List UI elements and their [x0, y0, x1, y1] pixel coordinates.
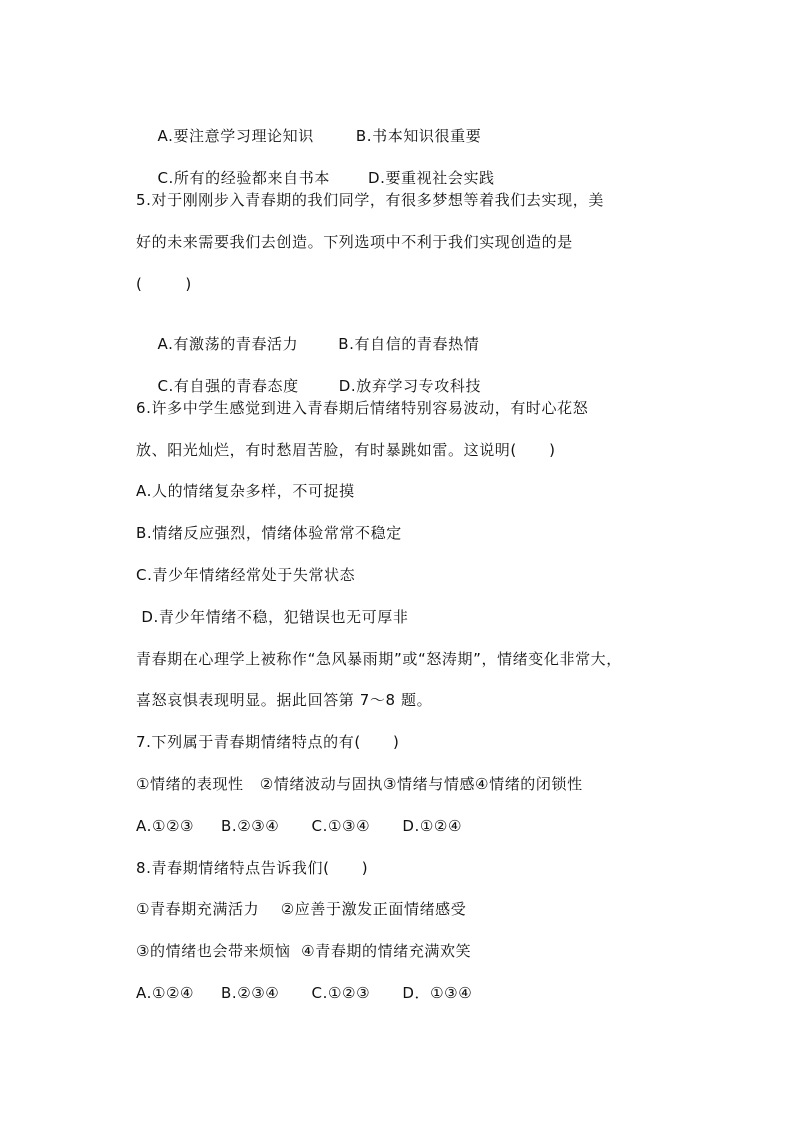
question-5-stem-line-1: 5.对于刚刚步入青春期的我们同学，有很多梦想等着我们去实现，美	[136, 191, 604, 209]
question-6-option-d: D.青少年情绪不稳，犯错误也无可厚非	[136, 608, 409, 626]
question-6-stem-line-1: 6.许多中学生感觉到进入青春期后情绪特别容易波动，有时心花怒	[136, 399, 589, 417]
question-7-options: A.①②③ B.②③④ C.①③④ D.①②④	[136, 817, 463, 835]
option-d: D.放弃学习专攻科技	[338, 377, 482, 395]
question-7-stem: 7.下列属于青春期情绪特点的有( )	[136, 733, 400, 751]
option-b: B.有自信的青春热情	[338, 335, 480, 353]
option-a: A.要注意学习理论知识	[157, 127, 314, 145]
question-6-option-a: A.人的情绪复杂多样，不可捉摸	[136, 482, 355, 500]
material-paragraph-line-2: 喜怒哀惧表现明显。据此回答第 7～8 题。	[136, 691, 433, 709]
question-5-answer-blank: ( )	[136, 275, 192, 293]
question-8-stem: 8.青春期情绪特点告诉我们( )	[136, 859, 369, 877]
question-8-statements-line-2: ③的情绪也会带来烦恼 ④青春期的情绪充满欢笑	[136, 942, 472, 960]
question-5-stem-line-2: 好的未来需要我们去创造。下列选项中不利于我们实现创造的是	[136, 233, 573, 251]
material-paragraph-line-1: 青春期在心理学上被称作“急风暴雨期”或“怒涛期”，情绪变化非常大，	[136, 650, 622, 668]
option-a: A.有激荡的青春活力	[157, 335, 299, 353]
question-7-statements: ①情绪的表现性 ②情绪波动与固执③情绪与情感④情绪的闭锁性	[136, 775, 583, 793]
question-8-statements-line-1: ①青春期充满活力 ②应善于激发正面情绪感受	[136, 900, 467, 918]
question-6-option-b: B.情绪反应强烈，情绪体验常常不稳定	[136, 524, 402, 542]
question-8-options: A.①②④ B.②③④ C.①②③ D．①③④	[136, 984, 473, 1002]
question-6-stem-line-2: 放、阳光灿烂，有时愁眉苦脸，有时暴跳如雷。这说明( )	[136, 441, 556, 459]
option-d: D.要重视社会实践	[367, 169, 495, 187]
option-b: B.书本知识很重要	[355, 127, 482, 145]
option-c: C.有自强的青春态度	[157, 377, 299, 395]
option-c: C.所有的经验都来自书本	[157, 169, 330, 187]
question-6-option-c: C.青少年情绪经常处于失常状态	[136, 566, 356, 584]
